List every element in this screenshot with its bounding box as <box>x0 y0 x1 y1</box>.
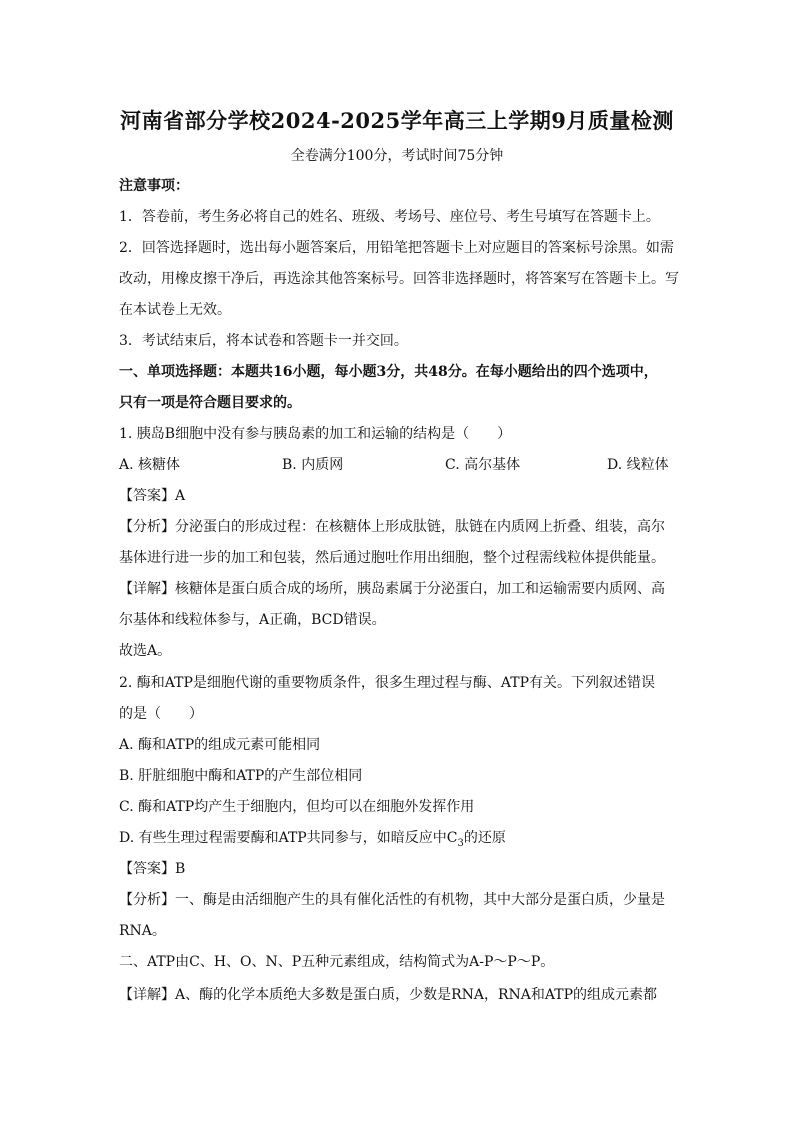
notice-item-3: 3．考试结束后，将本试卷和答题卡一并交回。 <box>119 333 408 349</box>
question-1-detail-line-1: 【详解】核糖体是蛋白质合成的场所，胰岛素属于分泌蛋白，加工和运输需要内质网、高 <box>119 581 665 597</box>
question-2-option-a: A. 酶和ATP的组成元素可能相同 <box>119 737 321 753</box>
notice-item-2-line-2: 改动，用橡皮擦干净后，再选涂其他答案标号。回答非选择题时，将答案写在答题卡上。写 <box>119 271 679 287</box>
question-1-stem: 1. 胰岛B细胞中没有参与胰岛素的加工和运输的结构是（ ） <box>119 426 512 442</box>
question-2-option-d-suffix: 的还原 <box>463 830 506 846</box>
question-1-option-b: B. 内质网 <box>282 457 344 473</box>
exam-subtitle: 全卷满分100分，考试时间75分钟 <box>290 148 504 164</box>
question-1-conclusion: 故选A。 <box>119 643 172 659</box>
question-1-analysis-line-1: 【分析】分泌蛋白的形成过程：在核糖体上形成肽链，肽链在内质网上折叠、组装，高尔 <box>119 519 665 535</box>
question-2-answer: 【答案】B <box>119 861 186 877</box>
question-2-option-c: C. 酶和ATP均产生于细胞内，但均可以在细胞外发挥作用 <box>119 799 475 815</box>
question-2-option-d <box>119 828 506 854</box>
question-2-detail-line-1: 【详解】A、酶的化学本质绝大多数是蛋白质，少数是RNA，RNA和ATP的组成元素都 <box>119 987 658 1003</box>
question-1-answer: 【答案】A <box>119 488 186 504</box>
notice-item-2-line-3: 在本试卷上无效。 <box>119 302 231 318</box>
question-1-option-a: A. 核糖体 <box>119 457 181 473</box>
notice-heading: 注意事项： <box>119 178 189 194</box>
section-1-heading-line-2: 只有一项是符合题目要求的。 <box>119 395 301 411</box>
section-1-heading-line-1: 一、单项选择题：本题共16小题，每小题3分，共48分。在每小题给出的四个选项中， <box>119 364 658 380</box>
notice-item-1: 1．答卷前，考生务必将自己的姓名、班级、考场号、座位号、考生号填写在答题卡上。 <box>119 209 660 225</box>
question-2-stem-line-1: 2. 酶和ATP是细胞代谢的重要物质条件，很多生理过程与酶、ATP有关。下列叙述错误 <box>119 675 656 691</box>
question-2-option-b: B. 肝脏细胞中酶和ATP的产生部位相同 <box>119 768 363 784</box>
exam-title: 河南省部分学校2024-2025学年高三上学期9月质量检测 <box>120 108 674 133</box>
question-2-option-d-subscript: 3 <box>457 837 464 849</box>
notice-item-2-line-1: 2．回答选择题时，选出每小题答案后，用铅笔把答题卡上对应题目的答案标号涂黑。如需 <box>119 240 674 256</box>
question-2-stem-line-2: 的是（ ） <box>119 706 203 722</box>
question-2-analysis-line-3: 二、ATP由C、H、O、N、P五种元素组成，结构简式为A-P～P～P。 <box>119 954 555 970</box>
question-1-option-c: C. 高尔基体 <box>445 457 521 473</box>
question-1-option-d: D. 线粒体 <box>607 457 669 473</box>
question-2-option-d-text: D. 有些生理过程需要酶和ATP共同参与，如暗反应中C <box>119 830 458 846</box>
question-1-detail-line-2: 尔基体和线粒体参与，A正确，BCD错误。 <box>119 612 386 628</box>
question-2-analysis-line-2: RNA。 <box>119 923 166 939</box>
question-2-analysis-line-1: 【分析】一、酶是由活细胞产生的具有催化活性的有机物，其中大部分是蛋白质，少量是 <box>119 892 665 908</box>
question-1-analysis-line-2: 基体进行进一步的加工和包装，然后通过胞吐作用出细胞，整个过程需线粒体提供能量。 <box>119 550 665 566</box>
